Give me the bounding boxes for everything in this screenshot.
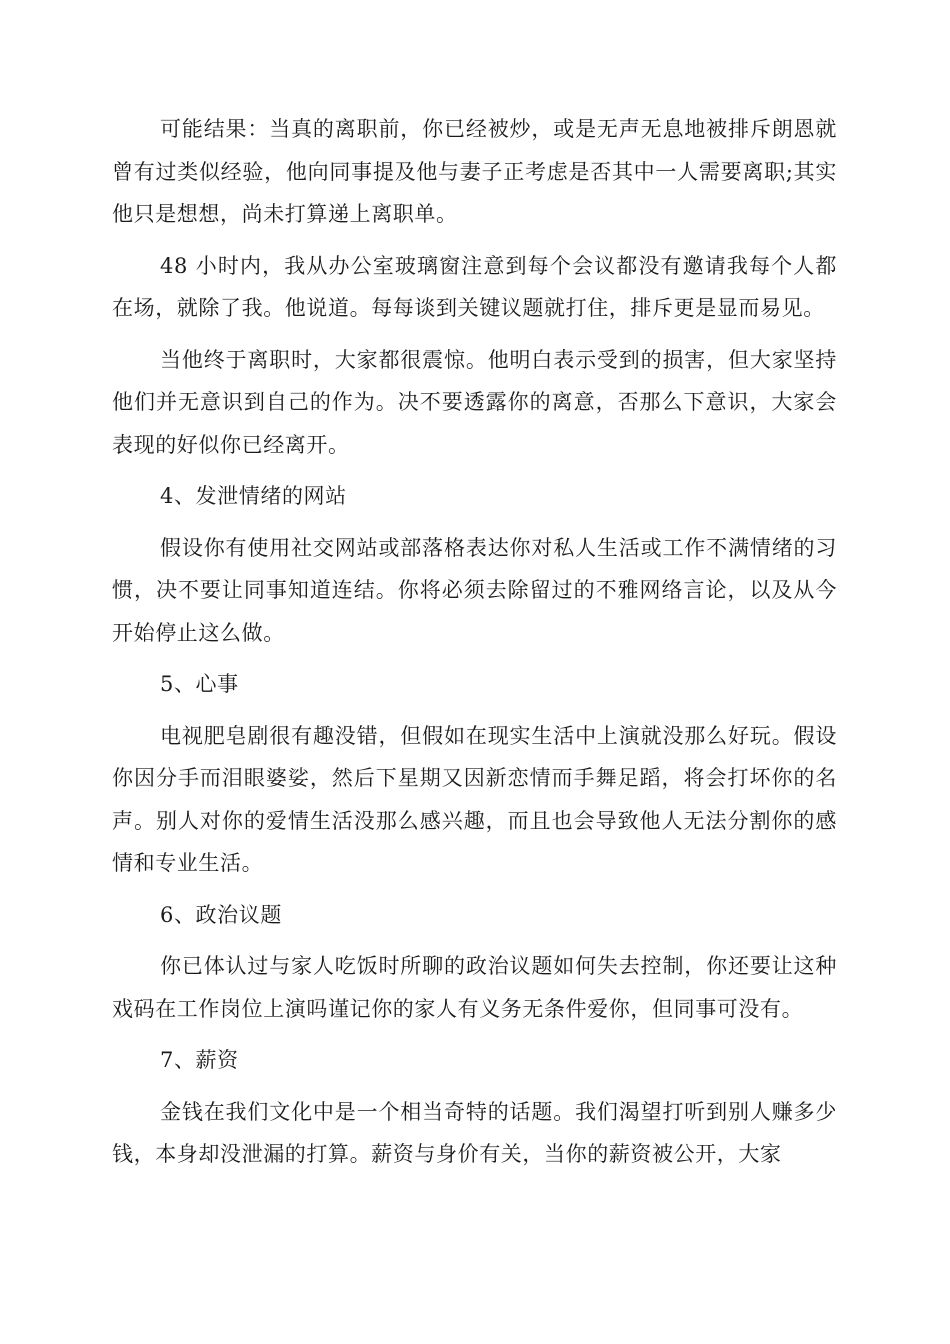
section-heading-7: 7、薪资 <box>160 1048 239 1072</box>
paragraph-48-hours: 48 小时内，我从办公室玻璃窗注意到每个会议都没有邀请我每个人都在场，就除了我。他说道。每每谈到关键议题就打住，排斥更是显而易见。 <box>112 253 837 320</box>
paragraph-possible-result: 可能结果：当真的离职前，你已经被炒，或是无声无息地被排斥朗恩就曾有过类似经验，他向同事提及他与妻子正考虑是否其中一人需要离职;其实他只是想想，尚未打算递上离职单。 <box>112 117 837 226</box>
paragraph-private-affairs: 电视肥皂剧很有趣没错，但假如在现实生活中上演就没那么好玩。假设你因分手而泪眼婆娑，然后下星期又因新恋情而手舞足蹈，将会打坏你的名声。别人对你的爱情生活没那么感兴趣，而且也会导致他人无法分割你的感情和专业生活。 <box>112 723 837 875</box>
section-heading-6: 6、政治议题 <box>160 902 282 927</box>
section-heading-4: 4、发泄情绪的网站 <box>160 484 347 508</box>
paragraph-social-sites: 假设你有使用社交网站或部落格表达你对私人生活或工作不满情绪的习惯，决不要让同事知道连结。你将必须去除留过的不雅网络言论，以及从今开始停止这么做。 <box>112 535 837 645</box>
paragraph-salary: 金钱在我们文化中是一个相当奇特的话题。我们渴望打听到别人赚多少钱，本身却没泄漏的打算。薪资与身价有关，当你的薪资被公开，大家 <box>112 1099 837 1166</box>
section-heading-5: 5、心事 <box>160 672 239 696</box>
paragraph-resignation: 当他终于离职时，大家都很震惊。他明白表示受到的损害，但大家坚持他们并无意识到自己的作为。决不要透露你的离意，否那么下意识，大家会表现的好似你已经离开。 <box>112 347 837 457</box>
document-page <box>112 108 837 1176</box>
paragraph-politics: 你已体认过与家人吃饭时所聊的政治议题如何失去控制，你还要让这种戏码在工作岗位上演吗谨记你的家人有义务无条件爱你，但同事可没有。 <box>112 954 837 1021</box>
